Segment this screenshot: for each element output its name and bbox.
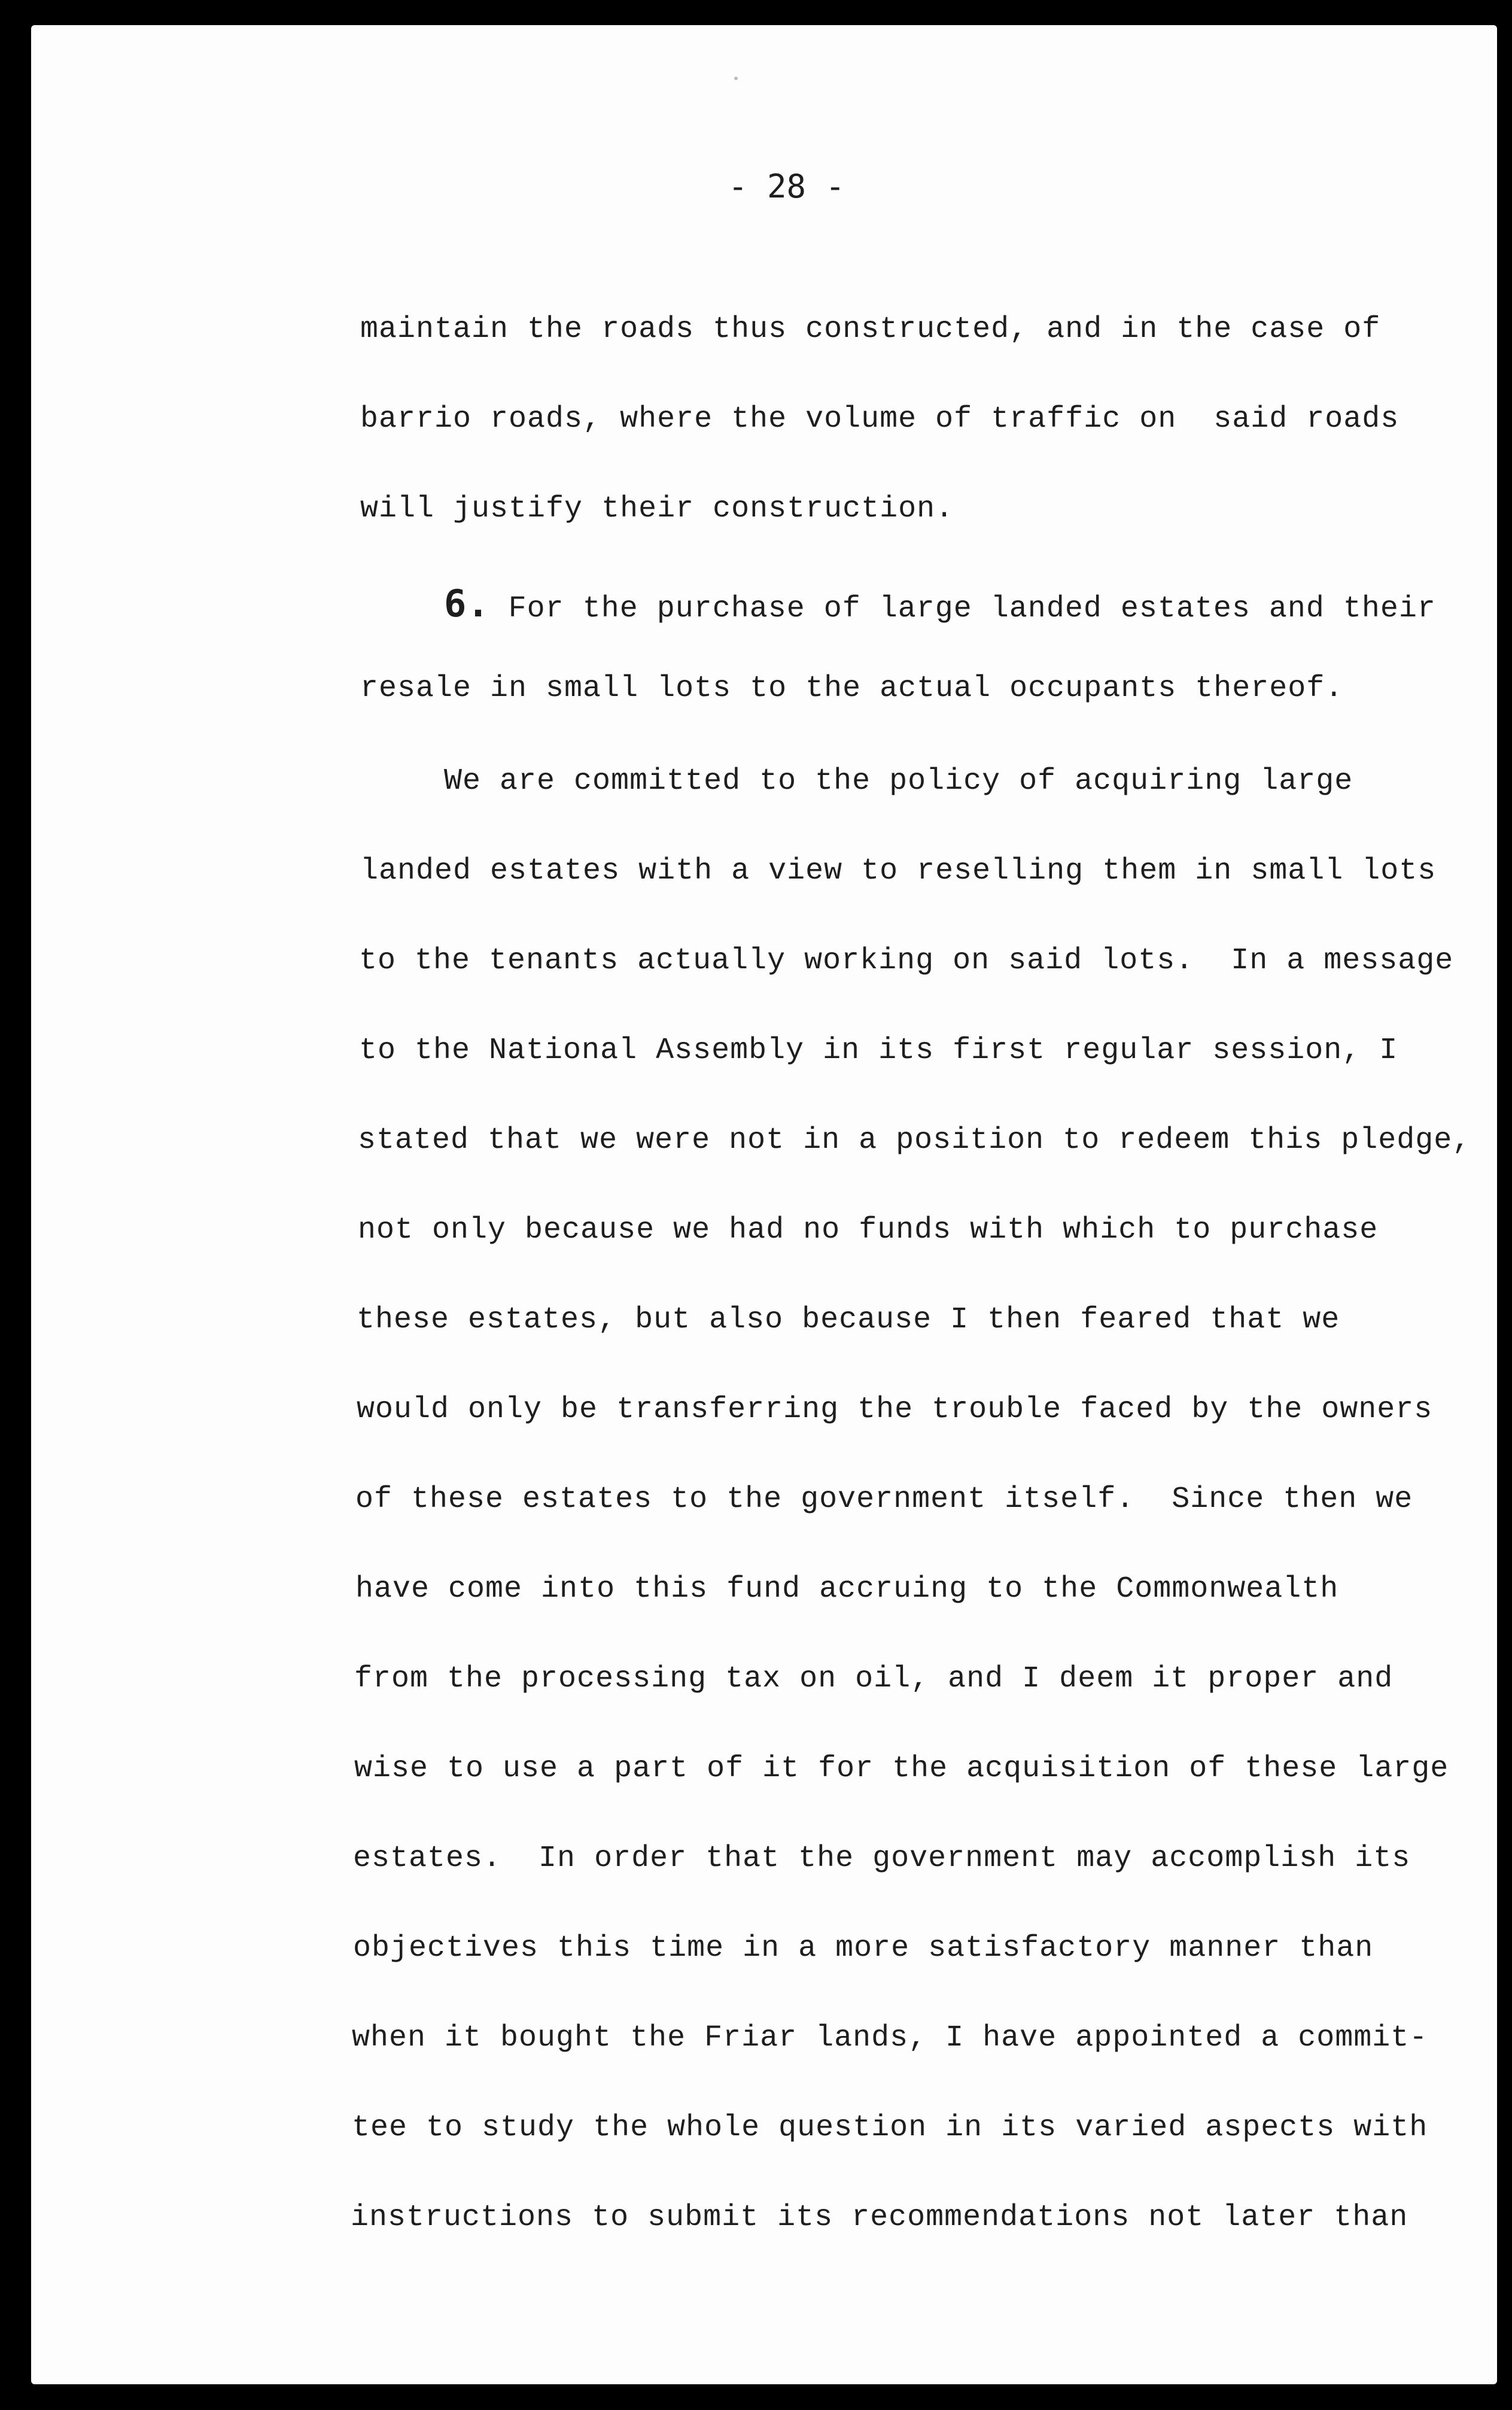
text-line: these estates, but also because I then feared that we xyxy=(357,1303,1340,1337)
document-page xyxy=(31,25,1497,2384)
text-line: maintain the roads thus constructed, and in the case of xyxy=(360,312,1381,347)
text-line: of these estates to the government itself. Since then we xyxy=(355,1482,1413,1516)
text-line: instructions to submit its recommendations not later than xyxy=(351,2201,1408,2235)
text-line: estates. In order that the government may accomplish its xyxy=(353,1841,1411,1876)
text-line: wise to use a part of it for the acquisition of these large xyxy=(354,1752,1449,1786)
text-line: when it bought the Friar lands, I have appointed a commit- xyxy=(352,2021,1428,2055)
text-line: to the National Assembly in its first regular session, I xyxy=(359,1034,1398,1068)
text-line: For the purchase of large landed estates and their xyxy=(508,592,1436,626)
text-line: would only be transferring the trouble faced by the owners xyxy=(357,1393,1433,1427)
text-line: stated that we were not in a position to redeem this pledge, xyxy=(358,1123,1471,1157)
text-line: will justify their construction. xyxy=(360,492,954,526)
text-line: We are committed to the policy of acquiring large xyxy=(444,764,1353,798)
text-line: landed estates with a view to reselling them in small lots xyxy=(360,854,1437,888)
text-line: resale in small lots to the actual occupants thereof. xyxy=(360,671,1344,706)
paper-speck xyxy=(734,77,738,80)
text-line: tee to study the whole question in its varied aspects with xyxy=(352,2111,1428,2145)
text-line: objectives this time in a more satisfactory manner than xyxy=(353,1931,1374,1965)
text-line: have come into this fund accruing to the Commonwealth xyxy=(355,1572,1339,1606)
text-line: not only because we had no funds with which to purchase xyxy=(358,1213,1379,1247)
paragraph-6-first-line xyxy=(444,582,1436,626)
text-line: barrio roads, where the volume of traffic on said roads xyxy=(360,402,1400,436)
text-line: from the processing tax on oil, and I deem it proper and xyxy=(354,1662,1394,1696)
paragraph-number: 6. xyxy=(444,582,490,625)
page-number: - 28 - xyxy=(728,168,845,205)
text-line: to the tenants actually working on said lots. In a message xyxy=(359,944,1454,978)
